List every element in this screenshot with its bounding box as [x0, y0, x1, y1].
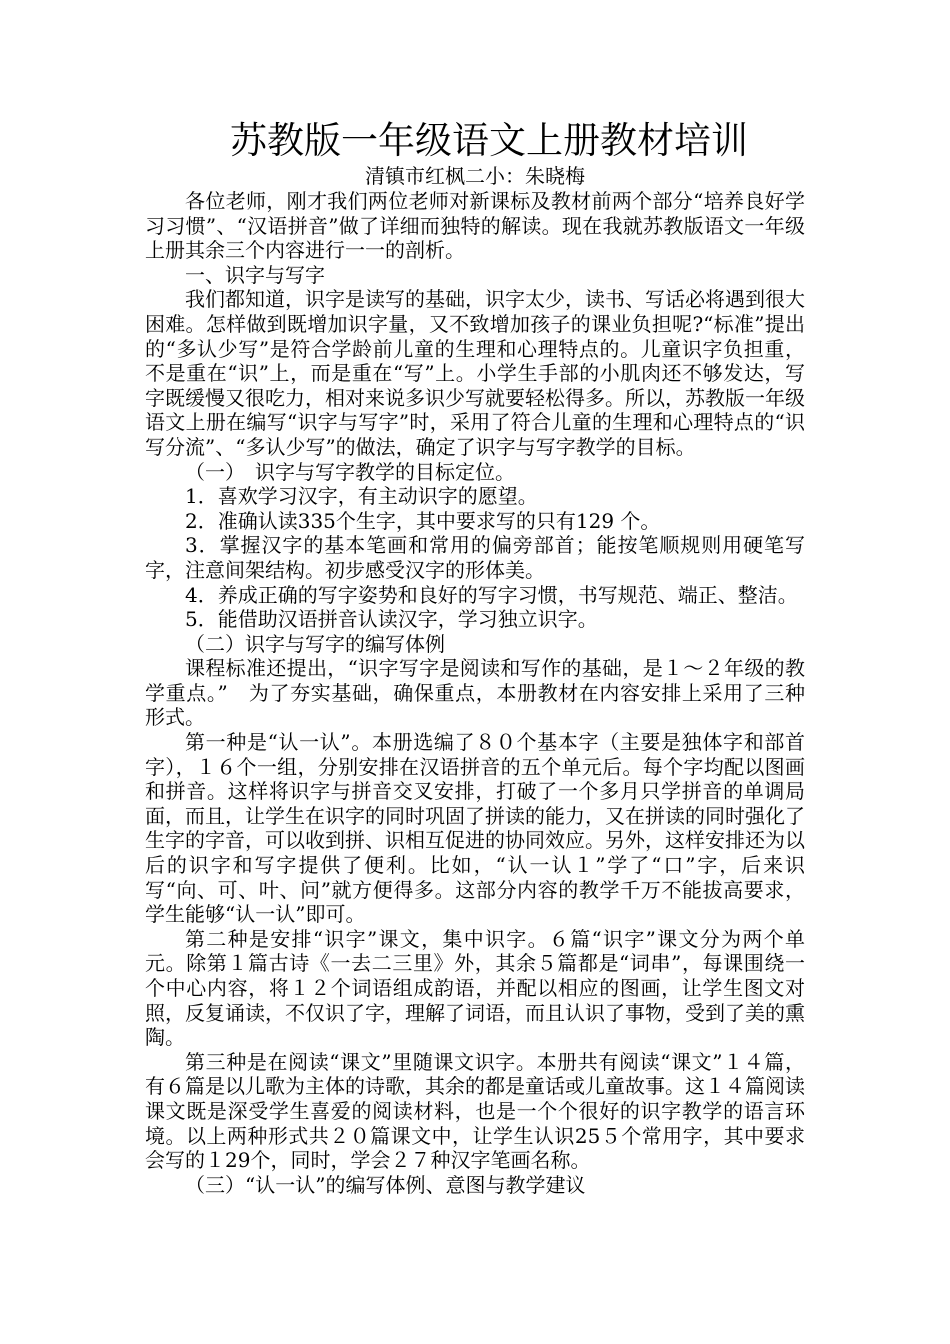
document-author: 清镇市红枫二小：朱晓梅: [365, 164, 585, 188]
list-item: 3．掌握汉字的基本笔画和常用的偏旁部首；能按笔顺规则用硬笔写字，注意间架结构。初步感受汉字的形体美。: [145, 533, 805, 582]
document-title: 苏教版一年级语文上册教材培训: [230, 119, 748, 162]
subsection-heading: （一） 识字与写字教学的目标定位。: [185, 459, 515, 484]
paragraph: 第一种是“认一认”。本册选编了８０个基本字（主要是独体字和部首字），１６个一组，分别安排在汉语拼音的五个单元后。每个字均配以图画和拼音。这样将识字与拼音交叉安排，打破了一个多月只学拼音的单调局面，而且，让学生在识字的同时巩固了拼读的能力，又在拼读的同时强化了生字的字音，可以收到拼、识相互促进的协同效应。另外，这样安排还为以后的识字和写字提供了便利。比如，“认一认１”学了“口”字，后来识写“向、可、叶、问”就方便得多。这部分内容的教学千万不能拔高要求，学生能够“认一认”即可。: [145, 730, 805, 927]
list-item: 2．准确认读335个生字，其中要求写的只有129 个。: [185, 508, 661, 533]
subsection-heading: （二）识字与写字的编写体例: [185, 631, 445, 656]
list-item: 1．喜欢学习汉字，有主动识字的愿望。: [185, 484, 538, 509]
paragraph: 课程标准还提出，“识字写字是阅读和写作的基础，是１～２年级的教学重点。” 为了夯实基础，确保重点，本册教材在内容安排上采用了三种形式。: [145, 656, 805, 730]
list-item: 5．能借助汉语拼音认读汉字，学习独立识字。: [185, 607, 598, 632]
list-item: 4．养成正确的写字姿势和良好的写字习惯，书写规范、端正、整洁。: [185, 582, 798, 607]
subsection-heading: （三）“认一认”的编写体例、意图与教学建议: [185, 1172, 586, 1197]
paragraph: 第二种是安排“识字”课文，集中识字。６篇“识字”课文分为两个单元。除第１篇古诗《一去二三里》外，其余５篇都是“词串”，每课围绕一个中心内容，将１２个词语组成韵语，并配以相应的图画，让学生图文对照，反复诵读，不仅识了字，理解了词语，而且认识了事物，受到了美的熏陶。: [145, 926, 805, 1050]
paragraph: 我们都知道，识字是读写的基础，识字太少，读书、写话必将遇到很大困难。怎样做到既增加识字量，又不致增加孩子的课业负担呢?“标准”提出的“多认少写”是符合学龄前儿童的生理和心理特点的。儿童识字负担重，不是重在“识”上，而是重在“写”上。小学生手部的小肌肉还不够发达，写字既缓慢又很吃力，相对来说多识少写就要轻松得多。所以，苏教版一年级语文上册在编写“识字与写字”时，采用了符合儿童的生理和心理特点的“识写分流”、“多认少写”的做法，确定了识字与写字教学的目标。: [145, 287, 805, 459]
section-heading: 一、识字与写字: [185, 262, 325, 287]
paragraph: 各位老师，刚才我们两位老师对新课标及教材前两个部分“培养良好学习习惯”、“汉语拼音”做了详细而独特的解读。现在我就苏教版语文一年级上册其余三个内容进行一一的剖析。: [145, 189, 805, 263]
paragraph: 第三种是在阅读“课文”里随课文识字。本册共有阅读“课文”１４篇，有６篇是以儿歌为主体的诗歌，其余的都是童话或儿童故事。这１４篇阅读课文既是深受学生喜爱的阅读材料，也是一个个很好的识字教学的语言环境。以上两种形式共２０篇课文中，让学生认识25５个常用字，其中要求会写的１29个，同时，学会２７种汉字笔画名称。: [145, 1049, 805, 1173]
document-page: [145, 118, 805, 1197]
document-body: [145, 189, 805, 1197]
